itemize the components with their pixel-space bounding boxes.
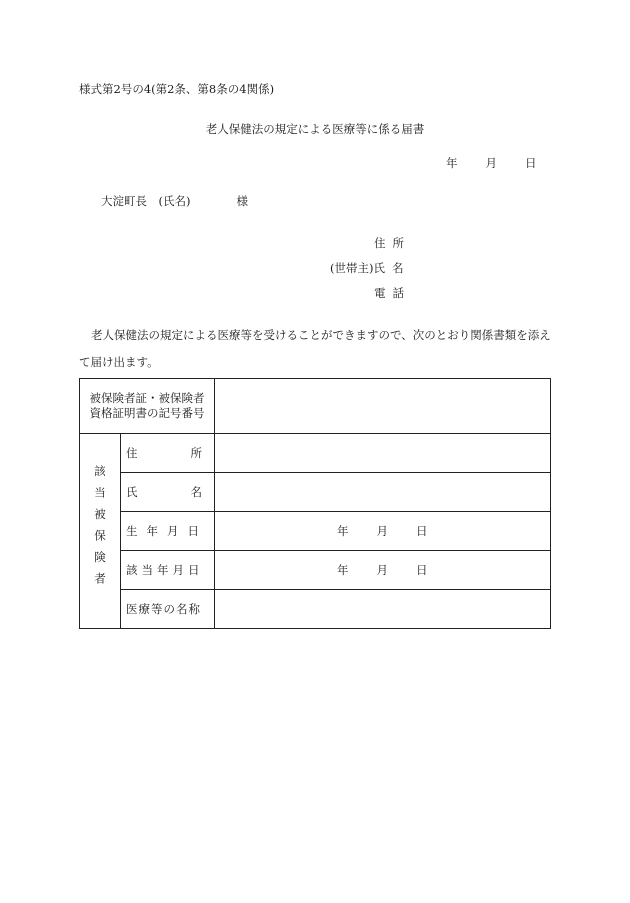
sender-address-row — [330, 230, 411, 255]
sender-name-label: 氏名 — [373, 260, 411, 275]
sender-address-label: 住所 — [374, 235, 411, 250]
applicable-month-label: 月 — [376, 563, 388, 577]
applicable-label: 該当年月日 — [126, 563, 204, 577]
name-field[interactable] — [215, 473, 551, 512]
birth-label-cell — [121, 512, 215, 551]
birth-label: 生年月日 — [126, 524, 208, 538]
name-label-a: 氏 — [126, 485, 138, 499]
addressee-honorific: 様 — [236, 194, 248, 208]
table-row — [80, 590, 551, 629]
address-label-cell — [121, 434, 215, 473]
cert-label-line1: 被保険者証・被保険者 — [89, 391, 205, 405]
group-label: 該当被保険者 — [93, 465, 107, 594]
body-text: 老人保健法の規定による医療等を受けることができますので、次のとおり関係書類を添えて届け出ます。 — [79, 328, 551, 369]
applicable-date-field[interactable] — [215, 551, 551, 590]
table-row — [80, 512, 551, 551]
name-label-cell — [121, 473, 215, 512]
date-day-label: 日 — [525, 156, 537, 170]
sender-name-row — [330, 255, 411, 280]
birth-year-label: 年 — [337, 524, 349, 538]
cert-number-label — [80, 379, 215, 434]
address-field[interactable] — [215, 434, 551, 473]
addressee — [101, 193, 248, 209]
name-label-b: 名 — [190, 485, 202, 499]
sender-phone-label: 電話 — [374, 285, 411, 300]
address-label-a: 住 — [126, 446, 138, 460]
table-row — [80, 434, 551, 473]
date-year-label: 年 — [446, 156, 458, 170]
notification-table — [79, 378, 551, 629]
cert-number-field[interactable] — [215, 379, 551, 434]
address-label-b: 所 — [190, 446, 202, 460]
birth-month-label: 月 — [376, 524, 388, 538]
sender-phone-row — [330, 280, 411, 305]
sender-name-prefix: (世帯主) — [330, 260, 374, 275]
birth-date-field[interactable] — [215, 512, 551, 551]
table-row — [80, 379, 551, 434]
table-row — [80, 551, 551, 590]
document-title: 老人保健法の規定による医療等に係る届書 — [205, 122, 425, 136]
applicable-day-label: 日 — [416, 563, 428, 577]
date-month-label: 月 — [485, 156, 497, 170]
applicable-year-label: 年 — [337, 563, 349, 577]
institution-label: 医療等の名称 — [126, 602, 201, 616]
sender-block — [330, 230, 411, 305]
addressee-name: 大淀町長 (氏名) — [101, 194, 191, 208]
applicable-label-cell — [121, 551, 215, 590]
institution-field[interactable] — [215, 590, 551, 629]
cert-label-line2: 資格証明書の記号番号 — [89, 406, 205, 420]
group-label-cell — [80, 434, 121, 629]
table-row — [80, 473, 551, 512]
form-number: 様式第2号の4(第2条、第8条の4関係) — [79, 82, 275, 96]
submission-date — [446, 155, 537, 171]
institution-label-cell — [121, 590, 215, 629]
birth-day-label: 日 — [416, 524, 428, 538]
